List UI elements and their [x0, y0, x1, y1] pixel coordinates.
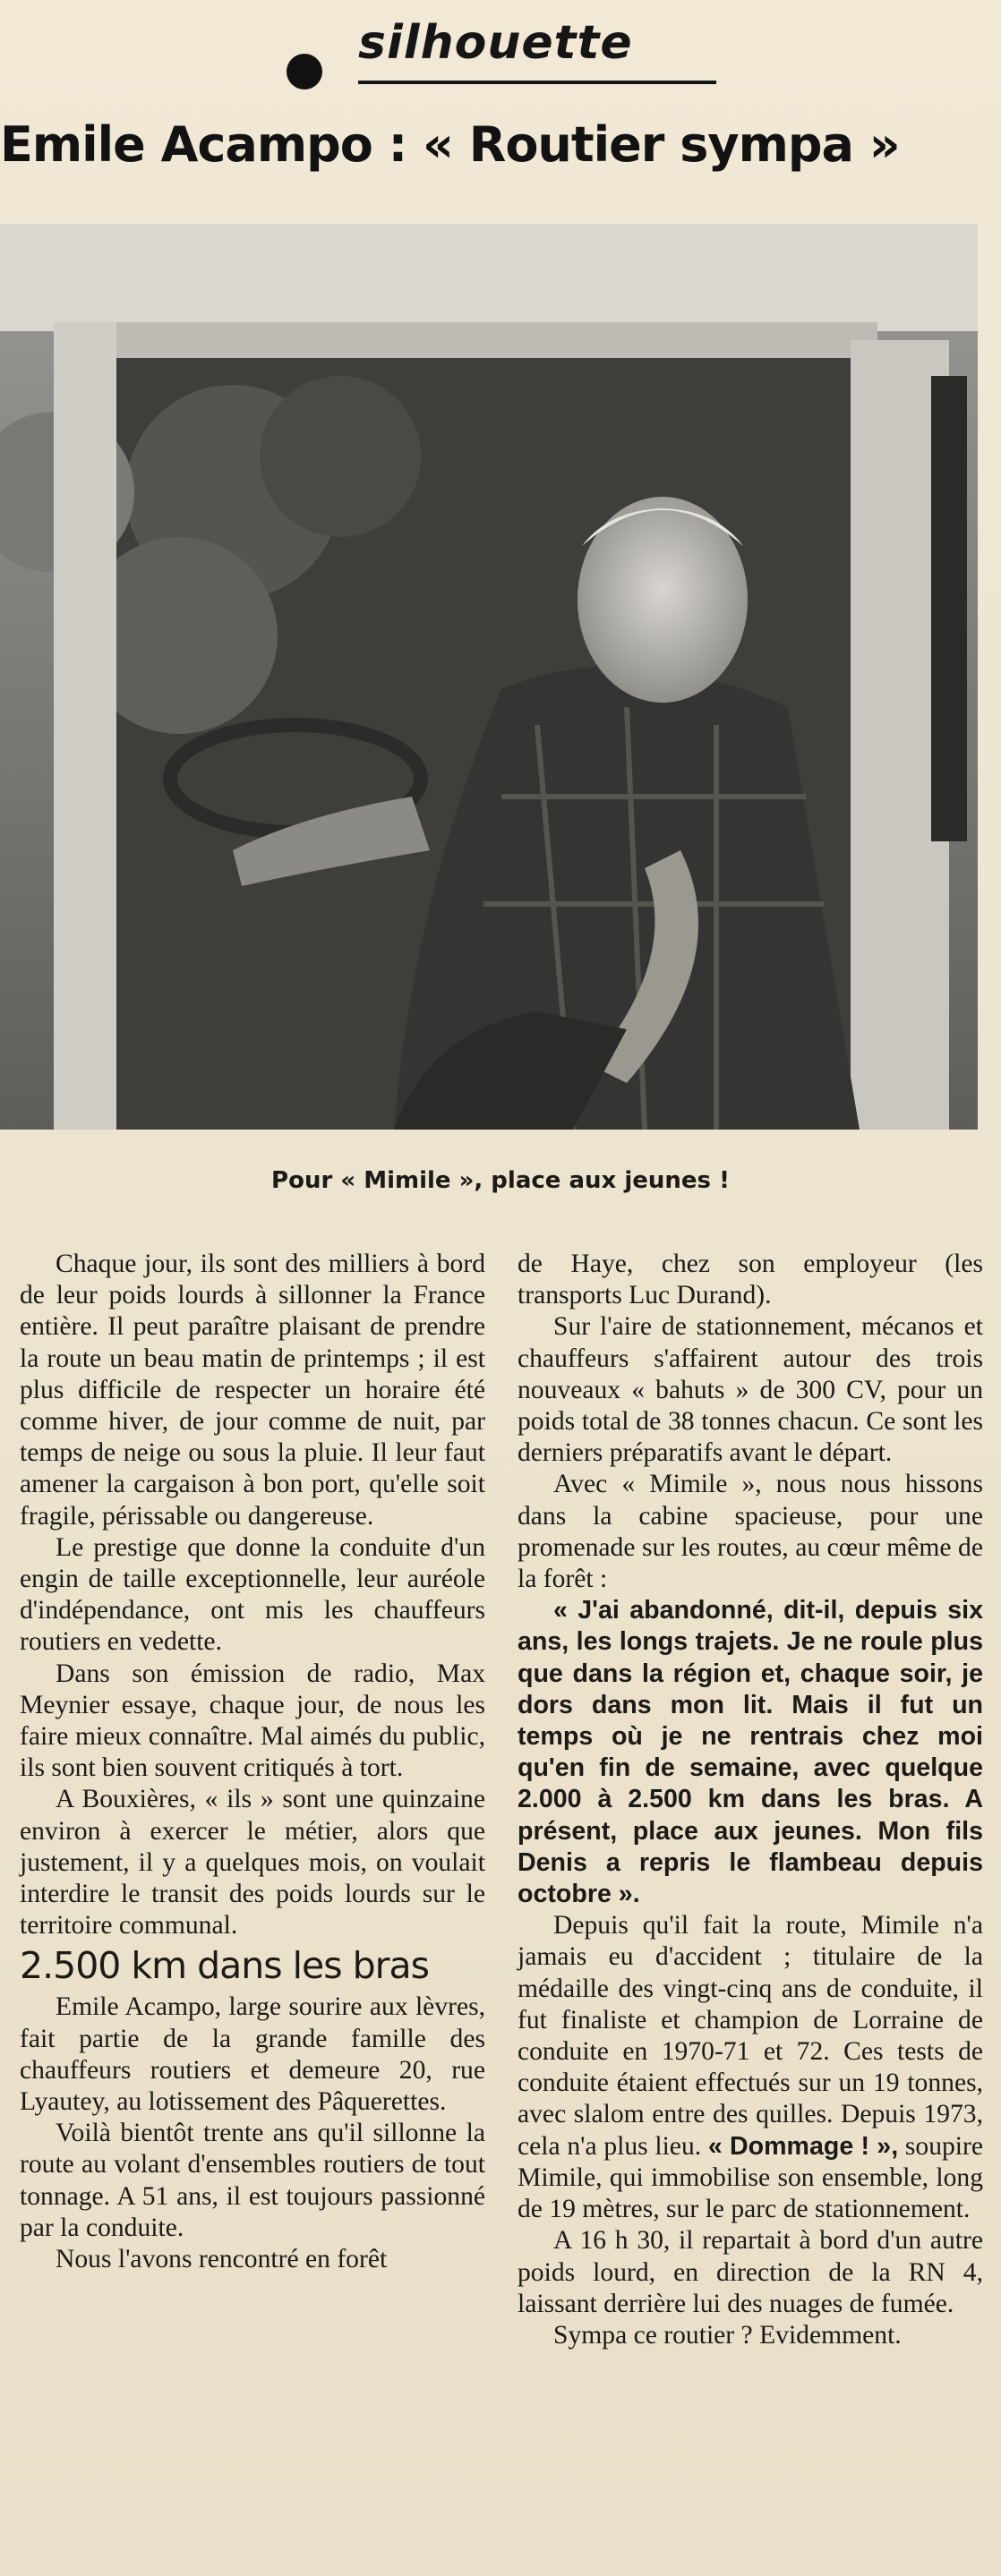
article-column-right	[518, 1249, 983, 2351]
paragraph: A Bouxières, « ils » sont une quinzaine environ à exercer le métier, alors que justement, il y a quelques mois, on voulait interdire le transit des poids lourds sur le territoire communal.	[20, 1785, 485, 1941]
photo-illustration	[0, 224, 978, 1130]
paragraph: Sympa ce routier ? Evidemment.	[553, 2320, 902, 2350]
photo-truck-driver	[0, 224, 978, 1130]
paragraph: Sur l'aire de stationnement, mécanos et chauffeurs s'affairent autour des trois nouveaux « bahuts » de 300 CV, pour un poids total de 38 tonnes chacun. Ce sont les derniers préparatifs avant le départ.	[518, 1312, 983, 1468]
paragraph-text: soupire Mimile, qui immobilise son ensemble, long de 19 mètres, sur le parc de stationnement.	[518, 2131, 983, 2224]
quote-paragraph	[518, 1595, 983, 1910]
headline: Emile Acampo : « Routier sympa »	[0, 116, 900, 173]
paragraph: Le prestige que donne la conduite d'un engin de taille exceptionnelle, leur auréole d'indépendance, ont mis les chauffeurs routiers en vedette.	[20, 1532, 485, 1657]
paragraph: Avec « Mimile », nous nous hissons dans la cabine spacieuse, pour une promenade sur les routes, au cœur même de la forêt :	[518, 1470, 983, 1594]
paragraph: Nous l'avons rencontré en forêt	[56, 2245, 388, 2274]
quote-text: « J'ai abandonné, dit-il, depuis six ans, les longs trajets. Je ne roule plus que dans la région et, chaque soir, je dors dans mon lit. Mais il fut un temps où je ne rentrais chez moi qu'en fin de semaine, avec quelque 2.000 à 2.500 km dans les bras. A présent, place aux jeunes. Mon fils Denis a repris le flambeau depuis octobre ».	[518, 1596, 983, 1909]
paragraph: de Haye, chez son employeur (les transports Luc Durand).	[518, 1250, 983, 1310]
paragraph: A 16 h 30, il repartait à bord d'un autre poids lourd, en direction de la RN 4, laissant derrière lui des nuages de fumée.	[518, 2226, 983, 2318]
section-subheading: 2.500 km dans les bras	[20, 1944, 430, 1988]
paragraph: Emile Acampo, large sourire aux lèvres, fait partie de la grande famille des chauffeurs routiers et demeure 20, rue Lyautey, au lotissement des Pâquerettes.	[20, 1992, 485, 2117]
photo-caption: Pour « Mimile », place aux jeunes !	[271, 1167, 730, 1194]
paragraph	[518, 1910, 983, 2225]
paragraph: Chaque jour, ils sont des milliers à bord de leur poids lourds à sillonner la France entière. Il peut paraître plaisant de prendre la route un beau matin de printemps ; il est plus difficile de respecter un horaire été comme hiver, de jour comme de nuit, par temps de neige ou sous la pluie. Il leur faut amener la cargaison à bon port, qu'elle soit fragile, périssable ou dangereuse.	[20, 1250, 485, 1531]
paragraph: Dans son émission de radio, Max Meynier essaye, chaque jour, de nous les faire mieux connaître. Mal aimés du public, ils sont bien souvent critiqués à tort.	[20, 1659, 485, 1783]
rubric-header	[287, 16, 734, 79]
article-column-left	[20, 1249, 485, 2275]
paragraph-text: Depuis qu'il fait la route, Mimile n'a jamais eu d'accident ; titulaire de la médaille des vingt-cinq ans de conduite, il fut finaliste et champion de Lorraine de conduite en 1970-71 et 72. Ces tests de conduite étaient effectués sur un 19 tonnes, avec slalom entre des quilles. Depuis 1973, cela n'a plus lieu.	[518, 1911, 983, 2161]
paragraph: Voilà bientôt trente ans qu'il sillonne la route au volant d'ensembles routiers de tout tonnage. A 51 ans, il est toujours passionné par la conduite.	[20, 2119, 485, 2242]
rubric-underline	[358, 81, 716, 84]
rubric-title: silhouette	[358, 16, 633, 70]
bullet-dot	[287, 54, 322, 90]
exclamation-text: « Dommage ! »,	[707, 2131, 899, 2161]
